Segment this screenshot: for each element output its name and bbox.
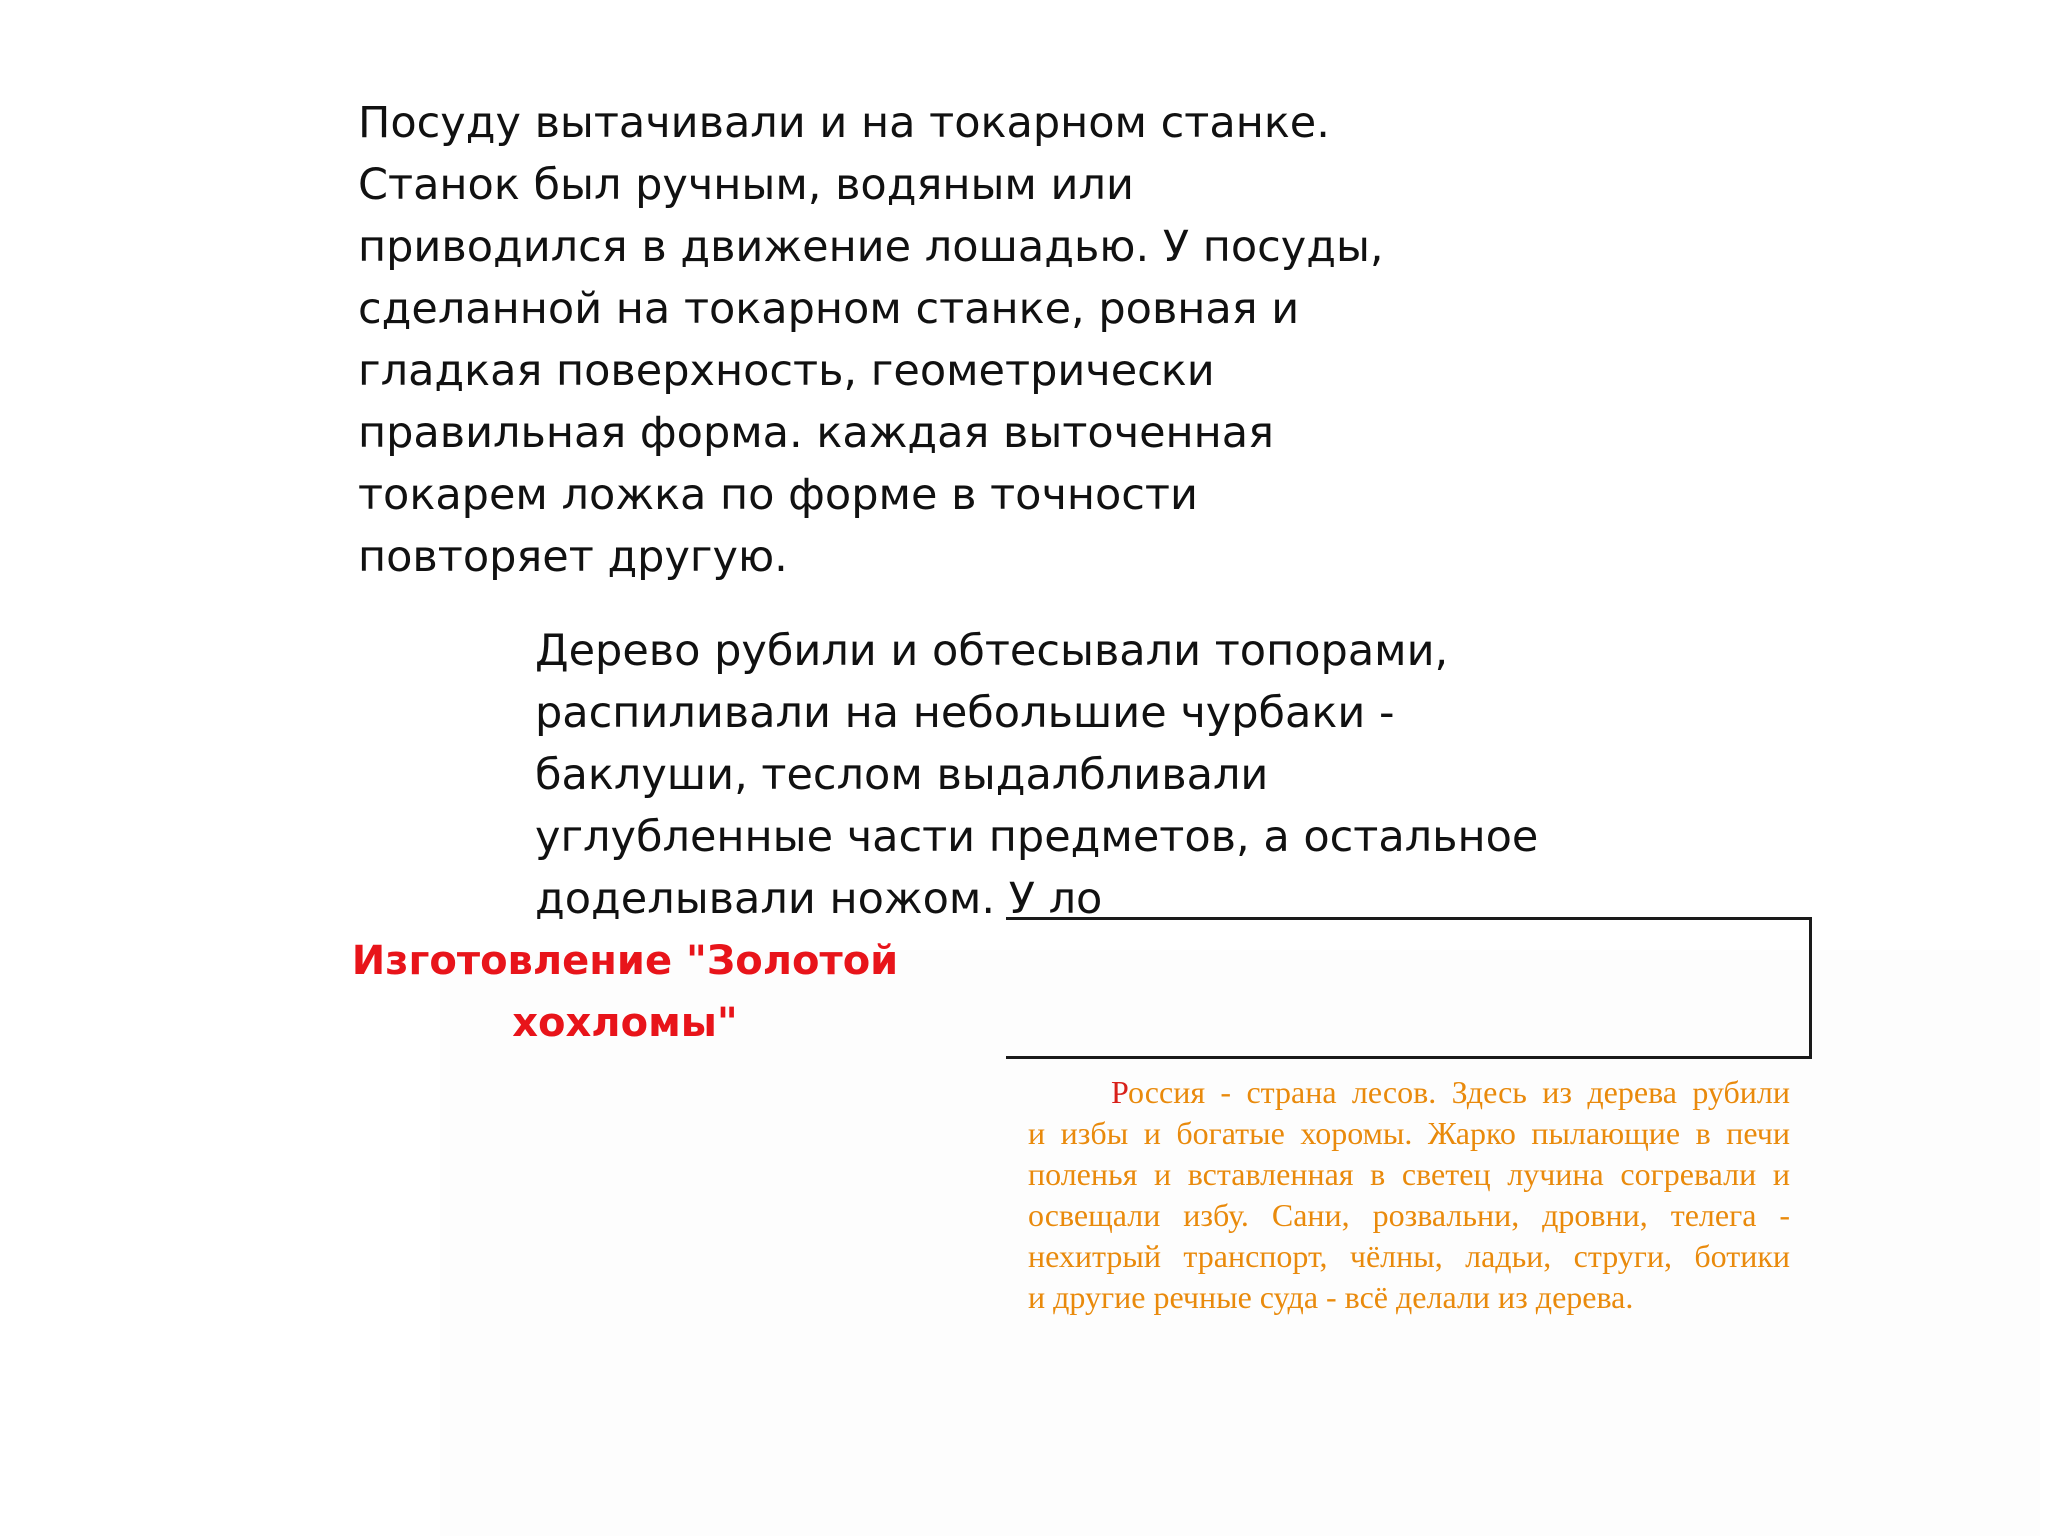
paragraph-lathe-line: Станок был ручным, водяным или: [358, 160, 1134, 210]
paragraph-lathe-line: сделанной на токарном станке, ровная и: [358, 284, 1300, 334]
quote-line: [1028, 1072, 1790, 1113]
quote-line: освещали избу. Сани, розвальни, дровни, телега -: [1028, 1197, 1790, 1233]
quote-line: и избы и богатые хоромы. Жарко пылающие в печи: [1028, 1115, 1790, 1151]
slide-title-line: хохломы": [512, 1000, 738, 1046]
paragraph-lathe-line: приводился в движение лошадью. У посуды,: [358, 222, 1384, 272]
paragraph-carving-line: баклуши, теслом выдалбливали: [535, 750, 1269, 800]
slide-title: [350, 930, 900, 1054]
paragraph-carving-line: доделывали ножом. У ло: [535, 874, 1103, 924]
paragraph-lathe-line: повторяет другую.: [358, 532, 788, 582]
paragraph-carving: [535, 620, 1538, 930]
quote-line: и другие речные суда - всё делали из дерева.: [1028, 1279, 1634, 1315]
paragraph-carving-line: распиливали на небольшие чурбаки -: [535, 688, 1395, 738]
quote-initial-letter: Р: [1111, 1074, 1128, 1110]
paragraph-lathe-line: токарем ложка по форме в точности: [358, 470, 1198, 520]
paragraph-lathe-line: Посуду вытачивали и на токарном станке.: [358, 98, 1330, 148]
paragraph-lathe-line: правильная форма. каждая выточенная: [358, 408, 1274, 458]
paragraph-lathe-line: гладкая поверхность, геометрически: [358, 346, 1215, 396]
paragraph-carving-line: Дерево рубили и обтесывали топорами,: [535, 626, 1449, 676]
quote-first-line-text: оссия - страна лесов. Здесь из дерева рубили: [1128, 1074, 1790, 1110]
quote-block: [1028, 1072, 1790, 1318]
slide-title-line: Изготовление "Золотой: [351, 938, 899, 984]
quote-line: поленья и вставленная в светец лучина согревали и: [1028, 1156, 1790, 1192]
paragraph-carving-line: углубленные части предметов, а остальное: [535, 812, 1539, 862]
paragraph-lathe: [358, 92, 1384, 588]
quote-line: нехитрый транспорт, чёлны, ладьи, струги, ботики: [1028, 1238, 1790, 1274]
empty-frame-box: [1006, 917, 1812, 1059]
